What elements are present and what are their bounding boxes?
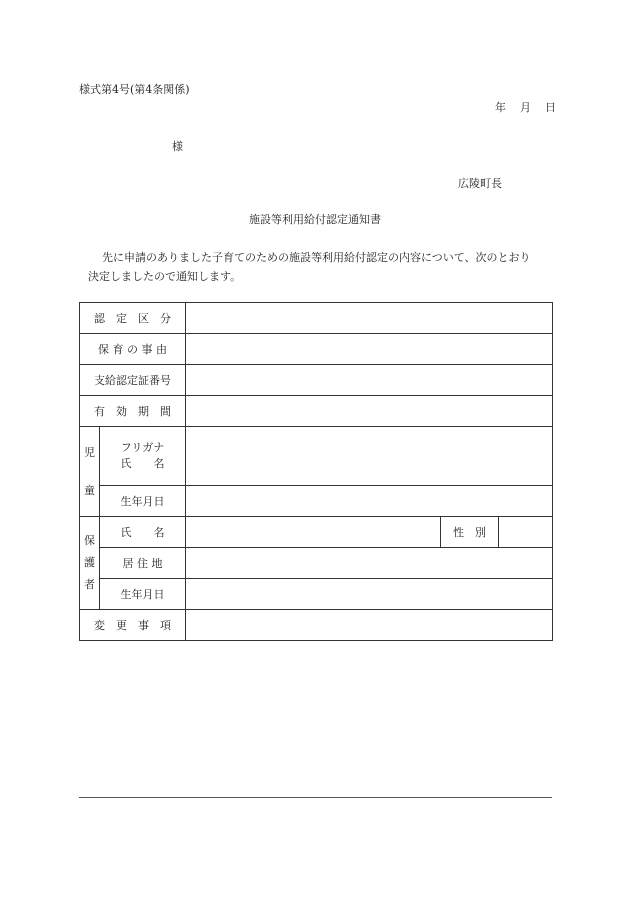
issuer: 広陵町長 xyxy=(458,177,502,190)
notice-table xyxy=(79,302,553,641)
guardian-sex-label: 性 別 xyxy=(441,517,499,548)
category-label: 認 定 区 分 xyxy=(80,303,186,334)
guardian-name-value xyxy=(186,517,441,548)
changes-value xyxy=(186,610,553,641)
table-row xyxy=(80,303,553,334)
reason-value xyxy=(186,334,553,365)
table-row xyxy=(80,334,553,365)
child-birth-label: 生年月日 xyxy=(100,486,186,517)
table-row xyxy=(80,610,553,641)
category-value xyxy=(186,303,553,334)
child-name-text: 氏 名 xyxy=(120,457,165,470)
table-row xyxy=(80,579,553,610)
child-group-char-1: 児 xyxy=(84,445,95,459)
table-row xyxy=(80,365,553,396)
issue-date xyxy=(495,99,556,115)
guardian-name-label: 氏 名 xyxy=(100,517,186,548)
date-year-label: 年 xyxy=(495,101,506,114)
table-row xyxy=(80,517,553,548)
date-day-label: 日 xyxy=(545,101,556,114)
child-name-value xyxy=(186,427,553,486)
guardian-address-label: 居 住 地 xyxy=(100,548,186,579)
guardian-group-char-1: 保 xyxy=(84,534,95,547)
date-month-label: 月 xyxy=(520,101,531,114)
changes-label: 変 更 事 項 xyxy=(80,610,186,641)
child-group-char-2: 童 xyxy=(84,483,95,497)
guardian-address-value xyxy=(186,548,553,579)
table-row xyxy=(80,427,553,486)
addressee-suffix: 様 xyxy=(172,140,183,153)
body-line-2: 決定しましたので通知します。 xyxy=(88,270,242,283)
table-row xyxy=(80,396,553,427)
validity-value xyxy=(186,396,553,427)
table-row xyxy=(80,486,553,517)
cert-number-value xyxy=(186,365,553,396)
guardian-group-label xyxy=(80,517,100,610)
validity-label: 有 効 期 間 xyxy=(80,396,186,427)
body-text xyxy=(88,248,558,286)
guardian-sex-value xyxy=(499,517,553,548)
child-group-label xyxy=(80,427,100,517)
bottom-divider xyxy=(79,797,552,798)
form-number: 様式第4号(第4条関係) xyxy=(79,83,190,96)
child-name-label xyxy=(100,427,186,486)
guardian-birth-value xyxy=(186,579,553,610)
child-furigana-label: フリガナ xyxy=(120,441,165,454)
document-title: 施設等利用給付認定通知書 xyxy=(249,213,381,226)
child-birth-value xyxy=(186,486,553,517)
guardian-group-char-2: 護 xyxy=(84,556,95,569)
guardian-group-char-3: 者 xyxy=(84,578,95,591)
cert-number-label: 支給認定証番号 xyxy=(80,365,186,396)
body-line-1: 先に申請のありました子育てのための施設等利用給付認定の内容について、次のとおり xyxy=(102,251,531,264)
guardian-birth-label: 生年月日 xyxy=(100,579,186,610)
table-row xyxy=(80,548,553,579)
reason-label: 保 育 の 事 由 xyxy=(80,334,186,365)
